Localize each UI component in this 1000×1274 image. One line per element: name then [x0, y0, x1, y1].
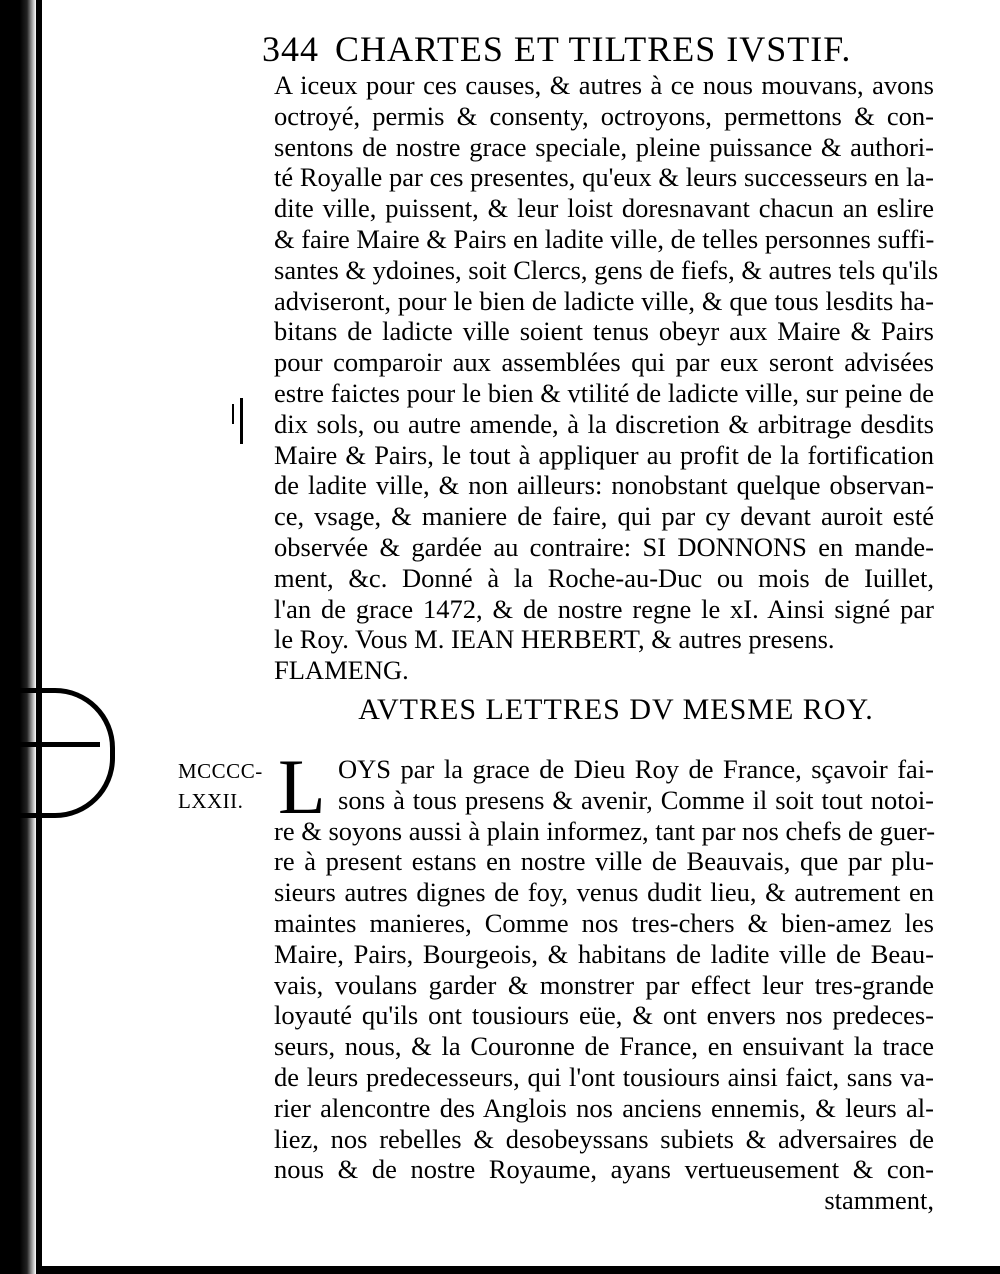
text-line: té Royalle par ces presentes, qu'eux & leurs successeurs en la-	[274, 162, 934, 193]
text-line: A iceux pour ces causes, & autres à ce nous mouvans, avons	[274, 70, 934, 100]
section-title: AVTRES LETTRES DV MESME ROY.	[358, 693, 874, 726]
text-line: sentons de nostre grace speciale, pleine puissance & authori-	[274, 131, 934, 162]
binding-clip	[0, 688, 115, 818]
text-line: vais, voulans garder & monstrer par effect leur tres-grande	[274, 969, 934, 1000]
text-line: le Roy. Vous M. IEAN HERBERT, & autres presens.	[274, 624, 835, 655]
text-line: observée & gardée au contraire: SI DONNONS en mande-	[274, 532, 934, 562]
text-line: FLAMENG.	[274, 655, 409, 686]
marginal-date-line: LXXII.	[178, 789, 244, 813]
text-line: nous & de nostre Royaume, ayans vertueusement & con-	[274, 1154, 934, 1185]
page-number: 344	[262, 29, 319, 69]
text-line: dix sols, ou autre amende, à la discretion & arbitrage desdits	[274, 408, 934, 439]
text-line: liez, nos rebelles & desobeyssans subiets & adversaires de	[274, 1123, 934, 1154]
text-line: ment, &c. Donné à la Roche-au-Duc ou mois de Iuillet,	[274, 562, 934, 593]
text-line: Maire, Pairs, Bourgeois, & habitans de ladite ville de Beau-	[274, 938, 934, 969]
text-line: seurs, nous, & la Couronne de France, en ensuivant la trace	[274, 1031, 934, 1062]
text-line: estre faictes pour le bien & vtilité de ladicte ville, sur peine de	[274, 378, 934, 408]
book-spine-shadow	[0, 0, 36, 1274]
text-line: & faire Maire & Pairs en ladite ville, de telles personnes suffi-	[274, 224, 935, 254]
text-line: sieurs autres dignes de foy, venus dudit lieu, & autrement en	[274, 877, 934, 908]
drop-cap: L	[278, 743, 326, 830]
text-line: re & soyons aussi à plain informez, tant par nos chefs de guer-	[274, 815, 936, 846]
text-line: santes & ydoines, soit Clercs, gens de fiefs, & autres tels qu'ils	[274, 254, 939, 285]
running-title: CHARTES ET TILTRES IVSTIF.	[335, 29, 852, 69]
text-line: OYS par la grace de Dieu Roy de France, sçavoir fai-	[338, 754, 934, 784]
text-line: octroyé, permis & consenty, octroyons, permettons & con-	[274, 100, 934, 131]
marginal-date-line: MCCCC-	[178, 759, 263, 783]
text-line: ce, vsage, & maniere de faire, qui par cy devant auroit esté	[274, 501, 934, 532]
text-line: l'an de grace 1472, & de nostre regne le xI. Ainsi signé par	[274, 593, 934, 624]
text-line: dite ville, puissent, & leur loist doresnavant chacun an eslire	[274, 193, 934, 224]
text-line: stamment,	[824, 1185, 934, 1216]
margin-mark	[232, 404, 234, 424]
text-line: rier alencontre des Anglois nos anciens ennemis, & leurs al-	[274, 1092, 934, 1123]
text-line: loyauté qu'ils ont tousiours eüe, & ont envers nos predeces-	[274, 1000, 934, 1031]
marginal-date	[178, 756, 268, 816]
text-line: Maire & Pairs, le tout à appliquer au profit de la fortification	[274, 439, 934, 470]
text-line: re à present estans en nostre ville de Beauvais, que par plu-	[274, 846, 934, 877]
text-line: maintes manieres, Comme nos tres-chers & bien-amez les	[274, 908, 934, 938]
text-line: adviseront, pour le bien de ladicte ville, & que tous lesdits ha-	[274, 285, 934, 316]
text-line: de leurs predecesseurs, qui l'ont tousiours ainsi faict, sans va-	[274, 1062, 934, 1092]
text-line: sons à tous presens & avenir, Comme il soit tout notoi-	[338, 784, 934, 815]
text-line: de ladite ville, & non ailleurs: nonobstant quelque observan-	[274, 470, 934, 501]
text-line: pour comparoir aux assemblées qui par eux seront advisées	[274, 347, 934, 378]
page-edge-line	[36, 0, 42, 1274]
page-bottom-edge	[42, 1266, 1000, 1274]
margin-mark	[240, 398, 243, 444]
text-line: bitans de ladicte ville soient tenus obeyr aux Maire & Pairs	[274, 316, 934, 347]
running-header	[262, 26, 962, 72]
binding-clip-stem	[0, 742, 100, 747]
